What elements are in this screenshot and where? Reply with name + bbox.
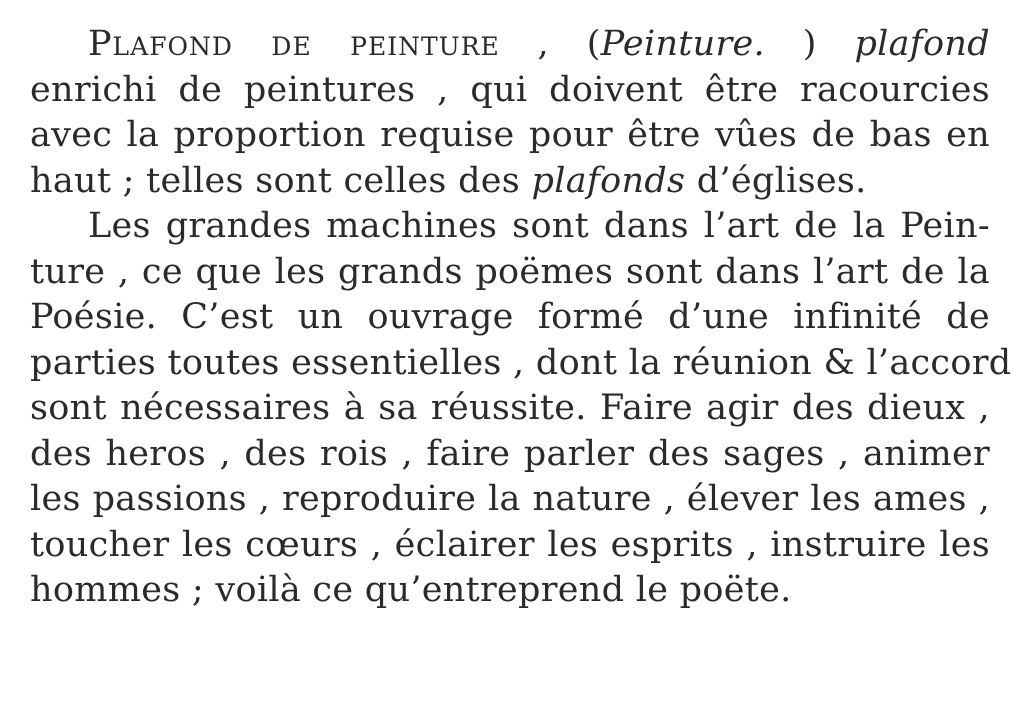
paragraph-2-line-5: sont nécessaires à sa réussite. Faire agir des dieux , [30, 388, 990, 428]
p1-line4-italic: plafonds [531, 160, 686, 201]
paragraph-2-line-1: Les grandes machines sont dans l’art de la Pein- [88, 206, 990, 246]
p1-line4-end: d’églises. [696, 160, 867, 201]
p1-line4-start: haut ; telles sont celles des [30, 160, 521, 201]
paragraph-2-line-7: les passions , reproduire la nature , élever les ames , [30, 479, 990, 519]
paragraph-1-line-2: enrichi de peintures , qui doivent être racourcies [30, 69, 990, 110]
heading-close: ) [802, 24, 817, 64]
heading-punctuation: , ( [537, 24, 601, 64]
paragraph-2-line-9: hommes ; voilà ce qu’entreprend le poëte. [30, 570, 792, 610]
headword: Plafond de peinture [88, 24, 500, 64]
paragraph-2-line-2: ture , ce que les grands poëmes sont dans l’art de la [30, 251, 990, 292]
paragraph-1-line-3: avec la proportion requise pour être vûes de bas en [30, 115, 990, 155]
paragraph-1-line-4 [30, 159, 990, 205]
headword-italic: plafond [854, 24, 990, 64]
paragraph-2-line-3: Poésie. C’est un ouvrage formé d’une infinité de [30, 297, 990, 337]
domain-label: Peinture. [600, 24, 765, 64]
article-heading-line [30, 22, 990, 68]
paragraph-2-line-4: parties toutes essentielles , dont la réunion & l’accord [30, 342, 1012, 383]
paragraph-2-line-8: toucher les cœurs , éclairer les esprits , instruire les [30, 524, 990, 565]
paragraph-2-line-6: des heros , des rois , faire parler des sages , animer [30, 433, 990, 474]
encyclopedia-article [30, 22, 1012, 614]
